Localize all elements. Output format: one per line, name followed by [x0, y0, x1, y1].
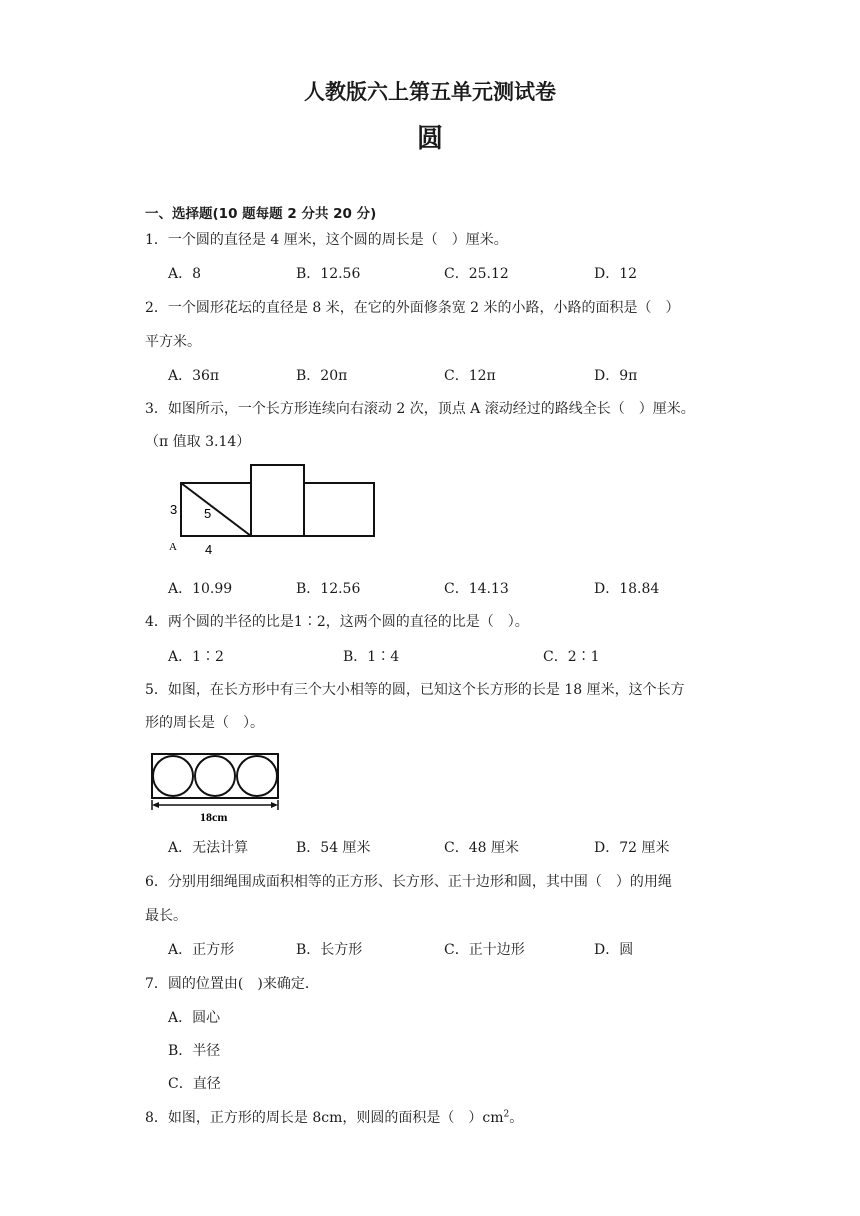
q5-option-c[interactable]: C．48 厘米 [444, 840, 519, 856]
section-heading: 一、选择题(10 题每题 2 分共 20 分) [145, 206, 377, 222]
outer-rectangle [152, 754, 278, 798]
question-8-stem-text: 8．如图，正方形的周长是 8cm，则圆的面积是（ ）cm [145, 1110, 504, 1126]
question-3-stem-line-2: （π 值取 3.14） [145, 434, 251, 450]
q3-option-b[interactable]: B．12.56 [296, 581, 361, 597]
document-subtitle: 圆 [416, 124, 443, 154]
label-length: 18cm [200, 810, 228, 824]
three-circles-figure [148, 750, 288, 826]
label-diagonal: 5 [204, 506, 212, 521]
q4-option-c[interactable]: C．2∶1 [543, 649, 600, 665]
q7-option-b[interactable]: B．半径 [168, 1043, 221, 1059]
arrowhead-right [271, 802, 278, 808]
question-2-stem-line-2: 平方米。 [145, 334, 201, 350]
label-width: 4 [205, 542, 213, 557]
question-6-stem-line-2: 最长。 [145, 908, 187, 924]
question-1-stem: 1．一个圆的直径是 4 厘米，这个圆的周长是（ ）厘米。 [145, 232, 508, 248]
q4-option-b[interactable]: B．1∶4 [343, 649, 400, 665]
q7-option-c[interactable]: C．直径 [168, 1076, 221, 1092]
q2-option-d[interactable]: D．9π [594, 368, 638, 384]
q1-option-c[interactable]: C．25.12 [444, 266, 509, 282]
q5-option-a[interactable]: A．无法计算 [168, 840, 249, 856]
q6-option-c[interactable]: C．正十边形 [444, 942, 525, 958]
circle-3 [237, 756, 277, 796]
circle-1 [153, 756, 193, 796]
q6-option-a[interactable]: A．正方形 [168, 942, 235, 958]
question-6-stem-line-1: 6．分别用细绳围成面积相等的正方形、长方形、正十边形和圆，其中围（ ）的用绳 [145, 874, 672, 890]
arrowhead-left [152, 802, 159, 808]
q3-option-d[interactable]: D．18.84 [594, 581, 660, 597]
q1-option-d[interactable]: D．12 [594, 266, 638, 282]
question-5-stem-line-1: 5．如图，在长方形中有三个大小相等的圆，已知这个长方形的长是 18 厘米，这个长方 [145, 682, 685, 698]
q2-option-a[interactable]: A．36π [168, 368, 220, 384]
document-title: 人教版六上第五单元测试卷 [304, 80, 556, 104]
q6-option-b[interactable]: B．长方形 [296, 942, 363, 958]
question-8-stem-end: 。 [509, 1110, 524, 1126]
question-8-stem [145, 1108, 523, 1128]
q5-option-b[interactable]: B．54 厘米 [296, 840, 371, 856]
question-2-stem-line-1: 2．一个圆形花坛的直径是 8 米，在它的外面修条宽 2 米的小路，小路的面积是（ ） [145, 300, 680, 316]
rolling-rectangle-figure [160, 460, 385, 560]
question-4-stem: 4．两个圆的半径的比是1∶2，这两个圆的直径的比是（ ）。 [145, 614, 529, 630]
q3-option-c[interactable]: C．14.13 [444, 581, 509, 597]
q4-option-a[interactable]: A．1∶2 [168, 649, 224, 665]
label-height: 3 [170, 502, 178, 517]
question-8-superscript: 2 [503, 1109, 510, 1120]
q6-option-d[interactable]: D．圆 [594, 942, 634, 958]
question-5-stem-line-2: 形的周长是（ ）。 [145, 715, 264, 731]
question-3-stem-line-1: 3．如图所示，一个长方形连续向右滚动 2 次，顶点 A 滚动经过的路线全长（ ）厘米。 [145, 401, 695, 417]
rectangle-after-second-roll [304, 483, 374, 536]
q1-option-a[interactable]: A．8 [168, 266, 202, 282]
rectangle-diagonal [181, 483, 251, 536]
label-vertex-a: A [169, 541, 177, 553]
rectangle-after-first-roll [251, 465, 304, 536]
q1-option-b[interactable]: B．12.56 [296, 266, 361, 282]
q3-option-a[interactable]: A．10.99 [168, 581, 233, 597]
q7-option-a[interactable]: A．圆心 [168, 1010, 221, 1026]
circle-2 [195, 756, 235, 796]
q5-option-d[interactable]: D．72 厘米 [594, 840, 670, 856]
q2-option-b[interactable]: B．20π [296, 368, 348, 384]
q2-option-c[interactable]: C．12π [444, 368, 496, 384]
question-7-stem: 7．圆的位置由( )来确定． [145, 976, 319, 992]
